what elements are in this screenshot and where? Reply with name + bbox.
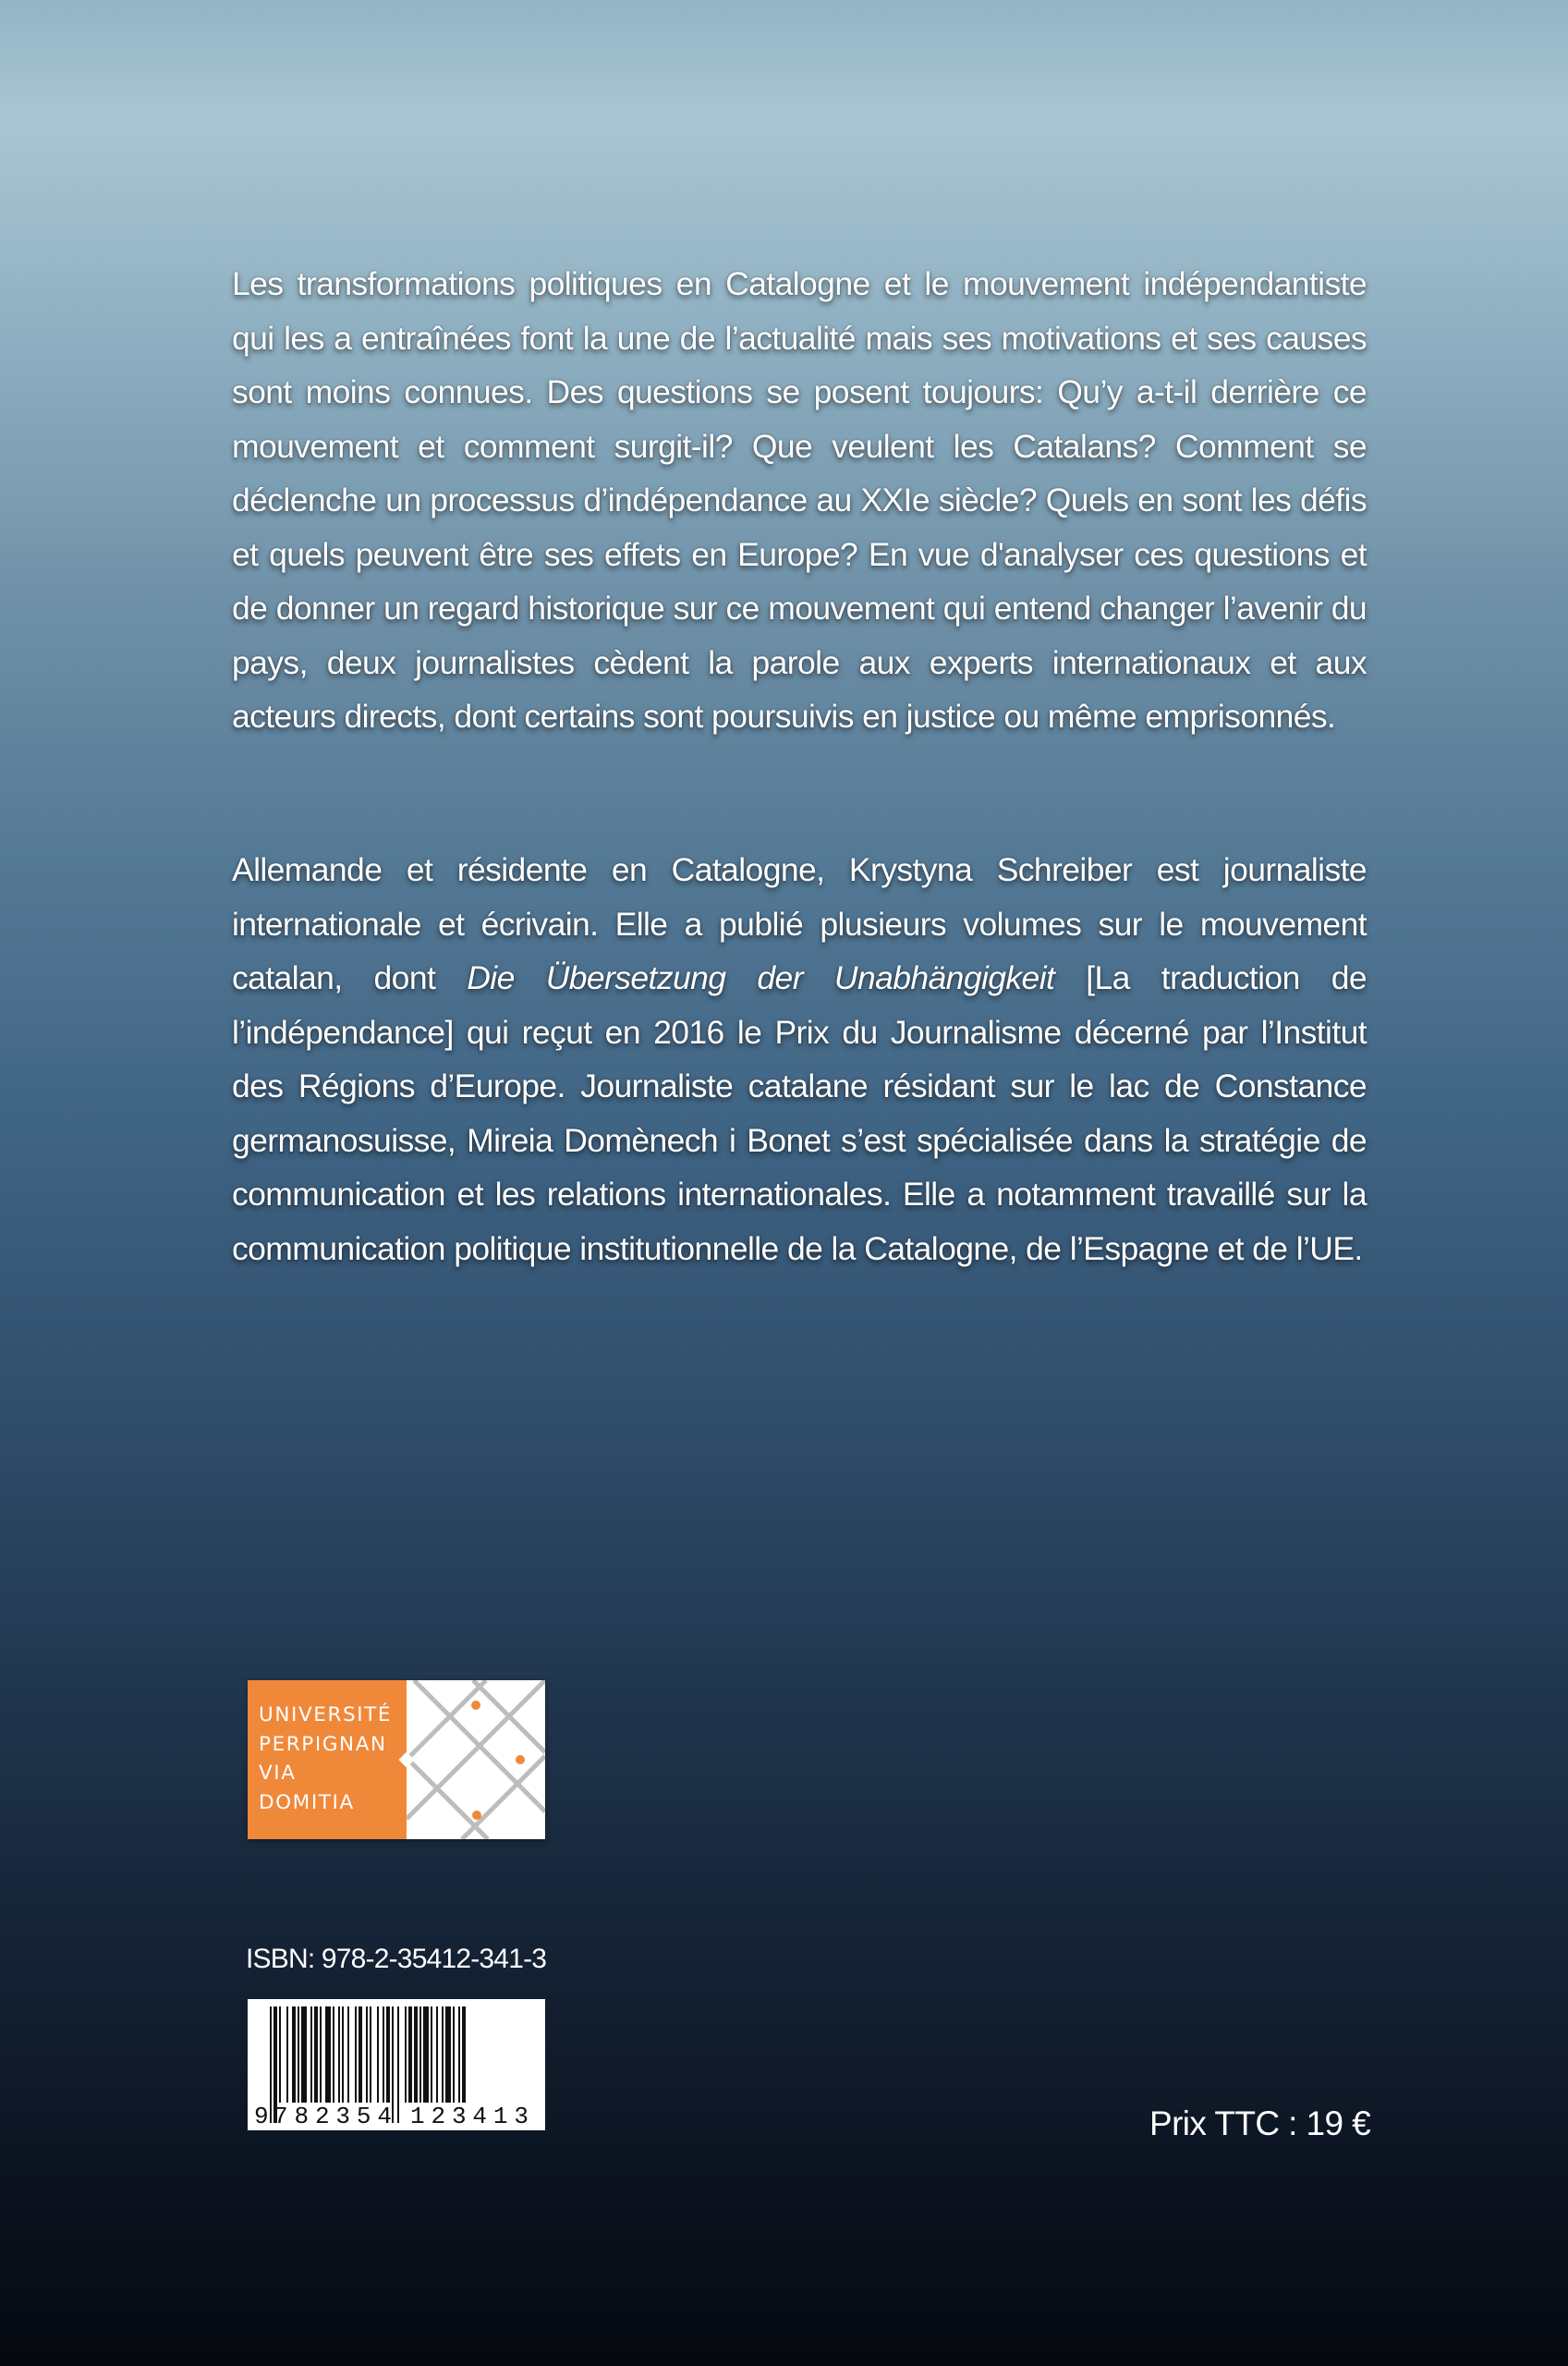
barcode-bar — [355, 2006, 357, 2103]
barcode-bar — [292, 2006, 296, 2103]
barcode-bar — [279, 2006, 281, 2103]
barcode-bar — [453, 2006, 455, 2103]
barcode-bar — [442, 2006, 444, 2103]
publisher-logo-wordmark — [248, 1680, 407, 1839]
logo-line-1: UNIVERSITÉ — [259, 1703, 393, 1726]
logo-line-2: PERPIGNAN — [259, 1732, 387, 1756]
barcode-bar — [320, 2006, 322, 2103]
barcode-bar — [377, 2006, 379, 2103]
barcode-bar — [419, 2006, 421, 2103]
barcode-bar — [301, 2006, 307, 2103]
barcode-bar — [431, 2006, 432, 2103]
authors-paragraph — [232, 843, 1367, 1275]
barcode-bar — [386, 2006, 390, 2103]
publisher-logo — [248, 1680, 545, 1839]
barcode-bar — [310, 2006, 312, 2103]
barcode — [248, 1999, 545, 2130]
book-title: Die Übersetzung der Unabhängigkeit — [467, 959, 1055, 996]
barcode-bar — [445, 2006, 451, 2103]
barcode-bar — [423, 2006, 429, 2103]
barcode-bar — [298, 2006, 299, 2103]
barcode-bar — [333, 2006, 334, 2103]
barcode-bar — [314, 2006, 318, 2103]
logo-line-4: DOMITIA — [259, 1790, 355, 1814]
barcode-left-group: 782354 — [273, 2103, 392, 2130]
price-label: Prix TTC : 19 € — [1149, 2104, 1371, 2142]
barcode-bar — [325, 2006, 331, 2103]
barcode-bar — [342, 2006, 344, 2103]
isbn-label: ISBN: 978-2-35412-341-3 — [246, 1944, 547, 1974]
barcode-svg — [248, 1999, 545, 2130]
authors-text-intro: Allemande et résidente en Catalogne, Krystyna Schreiber est journaliste internationale et écrivain. Elle a publié plusieurs volumes sur le mouvement catalan, dont — [232, 851, 1367, 996]
barcode-bar — [383, 2006, 384, 2103]
barcode-bar — [397, 2006, 399, 2123]
barcode-bar — [366, 2006, 368, 2103]
barcode-bar — [436, 2006, 438, 2103]
barcode-bar — [408, 2006, 412, 2103]
barcode-bar — [370, 2006, 371, 2103]
barcode-first-digit: 9 — [254, 2103, 269, 2130]
barcode-bar — [359, 2006, 362, 2103]
barcode-right-group: 123413 — [410, 2103, 529, 2130]
barcode-bar — [458, 2006, 460, 2103]
barcode-bar — [414, 2006, 418, 2103]
barcode-bar — [462, 2006, 466, 2103]
lattice-diamond-svg — [407, 1680, 545, 1839]
lattice-diamond-icon — [407, 1680, 545, 1839]
barcode-bar — [270, 2006, 272, 2123]
barcode-bar — [392, 2006, 394, 2123]
barcode-bar — [347, 2006, 349, 2103]
barcode-bar — [405, 2006, 407, 2103]
authors-text-rest: [La traduction de l’indépendance] qui reçut en 2016 le Prix du Journalisme décerné par l’Institut des Régions d’Europe. Journaliste catalane résidant sur le lac de Constance germanosuisse, Mireia Domènech i Bonet s’est spécialisée dans la stratégie de communication et les relations internationales. Elle a notamment travaillé sur la communication politique institutionnelle de la Catalogne, de l’Espagne et de l’UE. — [232, 959, 1367, 1267]
logo-line-3: VIA — [259, 1762, 297, 1785]
summary-paragraph: Les transformations politiques en Catalogne et le mouvement indépendantiste qui les a entraînées font la une de l’actualité mais ses motivations et ses causes sont moins connues. Des questions se posent toujours: Qu’y a-t-il derrière ce mouvement et comment surgit-il? Que veulent les Catalans? Comment se déclenche un processus d’indépendance au XXIe siècle? Quels en sont les défis et quels peuvent être ses effets en Europe? En vue d'analyser ces questions et de donner un regard historique sur ce mouvement qui entend changer l’avenir du pays, deux journalistes cèdent la parole aux experts internationaux et aux acteurs directs, dont certains sont poursuivis en justice ou même emprisonnés. — [232, 265, 1367, 735]
barcode-bar — [338, 2006, 340, 2103]
barcode-bar — [286, 2006, 288, 2103]
